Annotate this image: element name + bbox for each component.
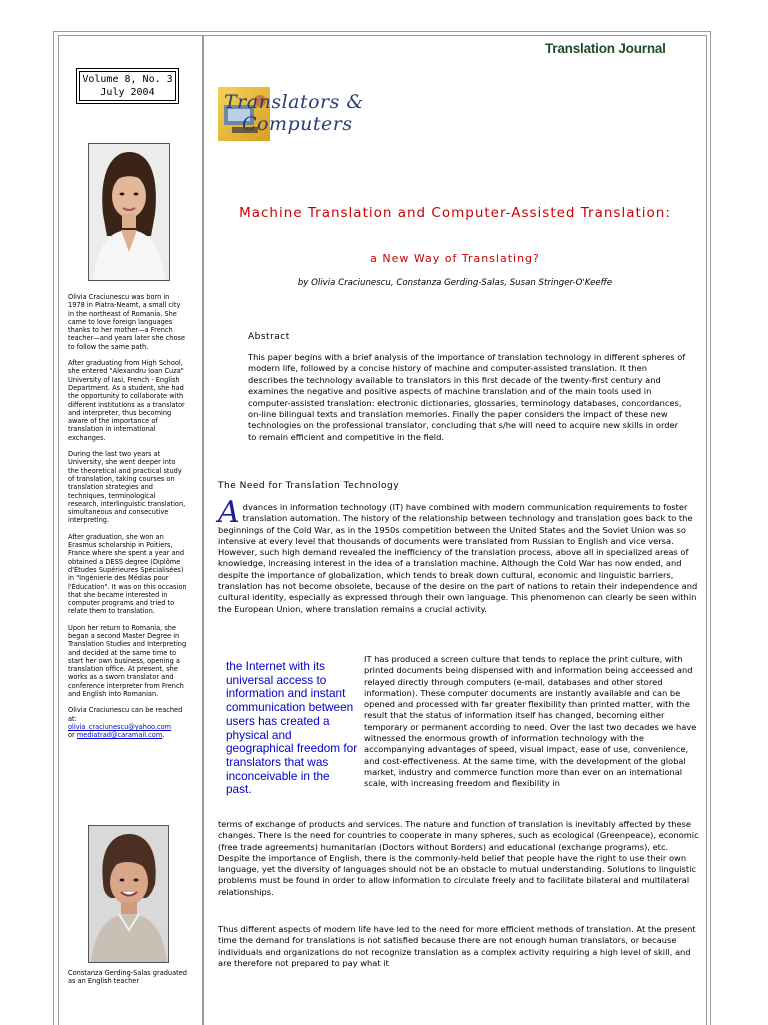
issue-box (79, 71, 176, 101)
abstract-heading: Abstract (248, 332, 290, 342)
bio-paragraph: After graduating from High School, she entered "Alexandru Ioan Cuza" University of Iasi, French - English Department. As a student, she had the opportunity to collaborate with different institutions as a translator and interpreter, thus becoming aware of the importance of translation in international exchanges. (68, 359, 185, 442)
body-paragraph-1 (218, 495, 698, 615)
body-paragraph-2-part2: terms of exchange of products and services. The nature and function of translation is inevitably affected by these changes. There is the need for countries to cooperate in many spheres, such as ecological (Greenpeace), economic (free trade agreements) humanitarian (Doctors without Borders) and educational (exchange programs), etc. Despite the importance of English, there is the commonly-held belief that people have the right to use their own language, yet the diversity of languages should not be an obstacle to mutual understanding. Solutions to linguistic problems must be found in order to allow information to circulate freely and to facilitate bilateral and multilateral relationships. (218, 819, 699, 897)
body-paragraph-3: Thus different aspects of modern life have led to the need for more efficient methods of translation. At the present time the demand for translations is not satisfied because there are not enough human translators, or because individuals and organizations do not recognize translation as a complex activity requiring a high level of skill, and are therefore not prepared to pay what it (218, 924, 696, 968)
email-link-1[interactable]: olivia_craciunescu@yahoo.com (68, 722, 172, 731)
bio-paragraph: During the last two years at University, she went deeper into the theoretical and practical study of translation, taking courses on translation strategies and techniques, terminological research, interlinguistic translation, simultaneous and consecutive interpreting. (68, 450, 186, 525)
bio-paragraph: After graduation, she won an Erasmus scholarship in Poitiers, France where she spent a year and obtained a DESS degree (Diplôme d'Études Supérieures Spécialisées) in "Ingénierie des Médias pour l'Éducation". It was on this occasion that she became interested in computer programs and tried to relate them to translation. (68, 532, 187, 616)
contact-intro: Olivia Craciunescu can be reached at: (68, 706, 183, 723)
logo-text-line2: Computers (242, 113, 353, 135)
paragraph-text: dvances in information technology (IT) have combined with modern communication requirements to foster translation automation. The history of the relationship between technology and translation goes back to the beginnings of the Cold War, as in the 1950s competition between the United States and the Soviet Union was so intensive at every level that thousands of documents were translated from Russian to English and vice versa. However, such high demand revealed the inefficiency of the translation process, above all in specialized areas of knowledge, increasing interest in the idea of a translation machine. Although the Cold War has now ended, and despite the importance of globalization, which tends to break down cultural, economic and linguistic barriers, translation has not become obsolete, because of the desire on the part of nations to retain their independence and cultural identity, especially as expressed through their own language. This phenomenon can clearly be seen within the European Union, where translation remains a crucial activity. (218, 502, 698, 614)
journal-name: Translation Journal (545, 41, 666, 56)
author-bio (68, 293, 188, 740)
body-paragraph-2-part1: IT has produced a screen culture that tends to replace the print culture, with printed documents being dispensed with and information being acceessed and relayed directly through computers (e-mail, databases and other stored information). These computer documents are instantly available and can be opened and processed with far greater flexibility than printed matter, with the result that the status of information itself has changed, becoming either temporary or permanent according to need. Over the last two decades we have witnessed the enormous growth of information technology with the accompanying advantages of speed, visual impact, ease of use, convenience, and cost-effectiveness. At the same time, with the development of the global market, industry and commerce function more than ever on an international scale, with increasing freedom and flexibility in (364, 654, 697, 789)
author-bio-2: Constanza Gerding-Salas graduated as an English teacher (68, 969, 187, 986)
contact-or: or (68, 731, 75, 740)
translators-computers-logo (218, 87, 364, 141)
issue-volume: Volume 8, No. 3 (82, 74, 173, 85)
issue-date: July 2004 (100, 87, 155, 98)
article-title: Machine Translation and Computer-Assisted Translation: (239, 205, 671, 221)
drop-cap: A (218, 495, 240, 530)
abstract-text: This paper begins with a brief analysis of the importance of translation technology in different spheres of modern life, followed by a concise history of machine and computer-assisted translation. It then describes the technology available to translators in this first decade of the twenty-first century and examines the negative and positive aspects of machine translation and of the main tools used in computer-assisted translation: electronic dictionaries, glossaries, terminology databases, concordances, on-line bilingual texts and translation memories. Finally the paper considers the impact of these new technologies on the professional translator, concluding that s/he will need to acquire new skills in order to remain efficient and competitive in the field. (248, 352, 686, 442)
contact-info (68, 706, 188, 739)
bio-paragraph: Olivia Craciunescu was born in 1978 in Piatra-Neamt, a small city in the northeast of Romania. She came to love foreign languages thanks to her mother—a French teacher—and years later she chose to follow the same path. (68, 293, 186, 351)
section-heading: The Need for Translation Technology (218, 481, 400, 491)
author-photo-olivia (88, 143, 170, 281)
bio-paragraph: Upon her return to Romania, she began a second Master Degree in Translation Studies and Interpreting and decided at the same time to start her own business, opening a translation office. At present, she works as a sworn translator and conference interpreter from French and English into Romanian. (68, 623, 187, 699)
article-authors: by Olivia Craciunescu, Constanza Gerding-Salas, Susan Stringer-O'Keeffe (297, 278, 613, 288)
email-link-2[interactable]: mediatrad@caramail.com (76, 731, 163, 740)
contact-end: . (162, 731, 165, 740)
article-subtitle: a New Way of Translating? (370, 252, 540, 265)
logo-text-line1: Translators & (224, 91, 364, 113)
pull-quote: the Internet with its universal access to information and instant communication between users has created a physical and geographical freedom for translators that was inconceivable in the past. (226, 659, 358, 797)
author-photo-constanza (88, 825, 169, 963)
